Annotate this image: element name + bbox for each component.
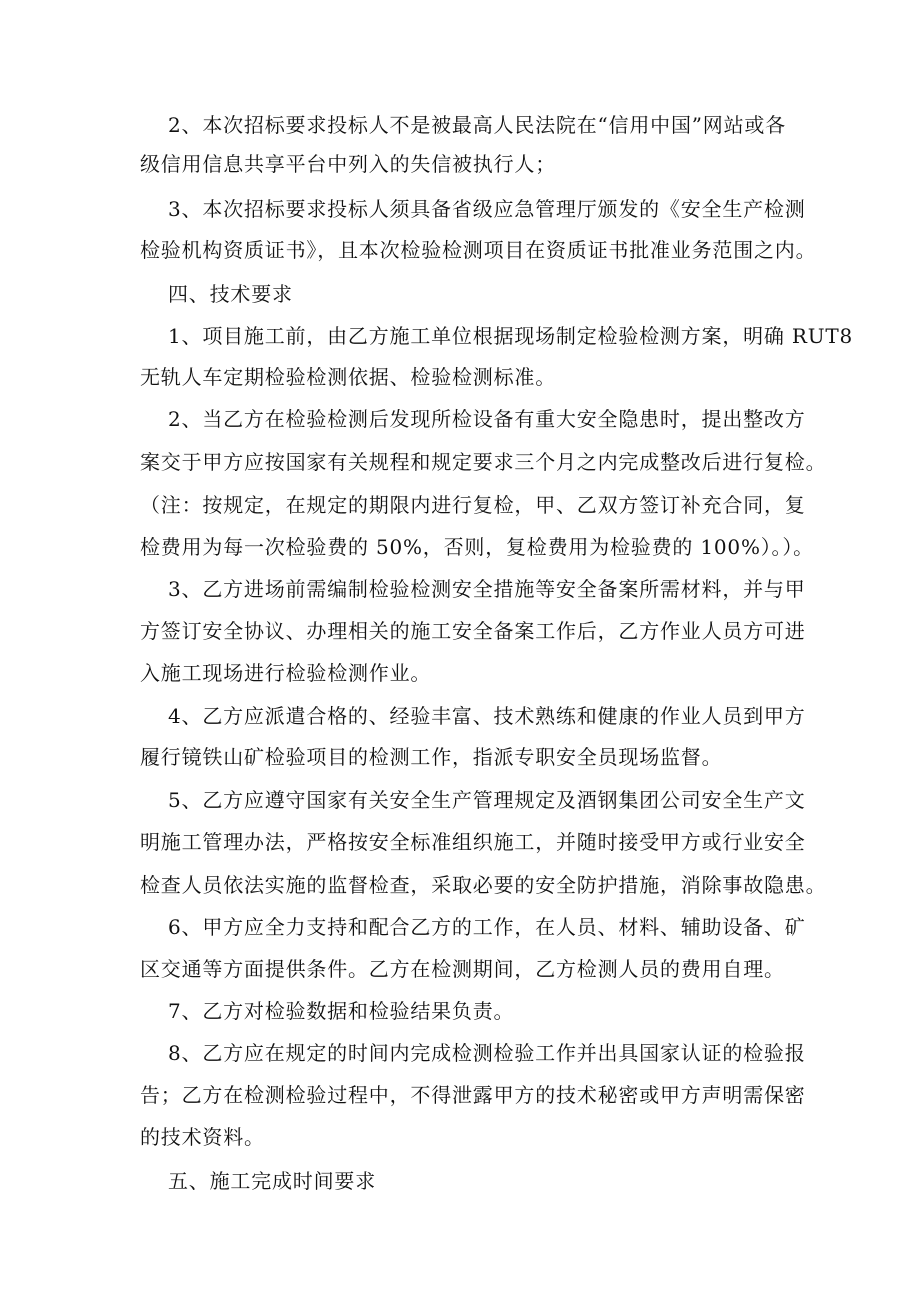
section-heading: 五、施工完成时间要求: [168, 1169, 376, 1193]
paragraph-line: 的技术资料。: [140, 1125, 265, 1149]
paragraph-line: 4、乙方应派遣合格的、经验丰富、技术熟练和健康的作业人员到甲方: [168, 704, 806, 728]
paragraph-line: 检验机构资质证书》，且本次检验检测项目在资质证书批准业务范围之内。: [140, 238, 817, 262]
paragraph-line: 6、甲方应全力支持和配合乙方的工作，在人员、材料、辅助设备、矿: [168, 915, 806, 939]
paragraph-line: 履行镜铁山矿检验项目的检测工作，指派专职安全员现场监督。: [140, 745, 723, 769]
paragraph-line: 检费用为每一次检验费的 50%，否则，复检费用为检验费的 100%）。）。: [140, 535, 814, 559]
section-heading: 四、技术要求: [168, 282, 293, 306]
paragraph-line: 2、本次招标要求投标人不是被最高人民法院在“信用中国”网站或各: [168, 113, 786, 137]
paragraph-line: （注：按规定，在规定的期限内进行复检，甲、乙双方签订补充合同，复: [140, 493, 806, 517]
paragraph-line: 方签订安全协议、办理相关的施工安全备案工作后，乙方作业人员方可进: [140, 619, 806, 643]
paragraph-line: 区交通等方面提供条件。乙方在检测期间，乙方检测人员的费用自理。: [140, 957, 785, 981]
paragraph-line: 3、乙方进场前需编制检验检测安全措施等安全备案所需材料，并与甲: [168, 577, 806, 601]
paragraph-line: 明施工管理办法，严格按安全标准组织施工，并随时接受甲方或行业安全: [140, 830, 806, 854]
paragraph-line: 5、乙方应遵守国家有关安全生产管理规定及酒钢集团公司安全生产文: [168, 788, 806, 812]
paragraph-line: 8、乙方应在规定的时间内完成检测检验工作并出具国家认证的检验报: [168, 1041, 806, 1065]
paragraph-line: 1、项目施工前，由乙方施工单位根据现场制定检验检测方案，明确 RUT8: [168, 324, 854, 348]
paragraph-line: 3、本次招标要求投标人须具备省级应急管理厅颁发的《安全生产检测: [168, 197, 806, 221]
paragraph-line: 级信用信息共享平台中列入的失信被执行人；: [140, 152, 556, 176]
paragraph-line: 入施工现场进行检验检测作业。: [140, 661, 432, 685]
paragraph-line: 无轨人车定期检验检测依据、检验检测标准。: [140, 365, 556, 389]
paragraph-line: 检查人员依法实施的监督检查，采取必要的安全防护措施，消除事故隐患。: [140, 873, 827, 897]
paragraph-line: 告；乙方在检测检验过程中，不得泄露甲方的技术秘密或甲方声明需保密: [140, 1083, 806, 1107]
paragraph-line: 案交于甲方应按国家有关规程和规定要求三个月之内完成整改后进行复检。: [140, 450, 827, 474]
paragraph-line: 7、乙方对检验数据和检验结果负责。: [168, 999, 515, 1023]
paragraph-line: 2、当乙方在检验检测后发现所检设备有重大安全隐患时，提出整改方: [168, 407, 806, 431]
